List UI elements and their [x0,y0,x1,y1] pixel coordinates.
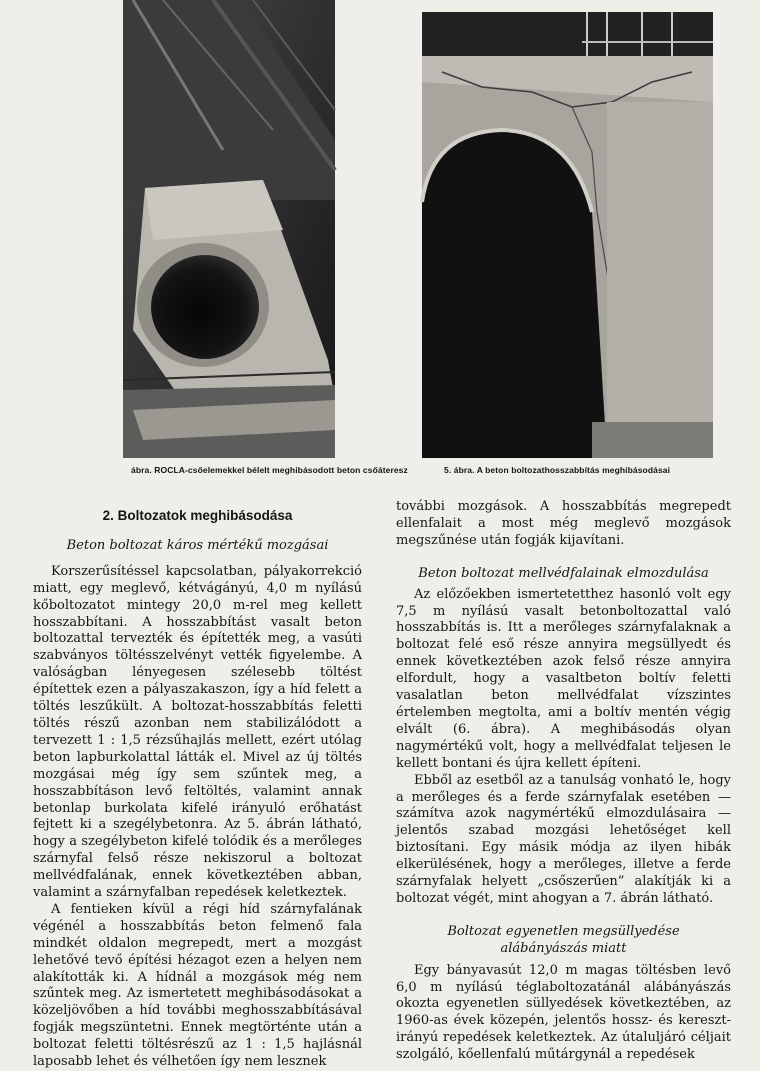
paragraph: A fentieken kívül a régi híd szárnyfalának végénél a hosszabbítás beton felmenő fala mindkét oldalon megrepedt, mert a mozgást lehetővé tevő építési hézagot ezen a helyen nem alakították ki. A hídnál a mozgások még nem szűntek meg. Az ismertetett meghibásodásokat a közeljövőben a híd további meghosszabbításával fogják megszüntetni. Ennek megtörténte után a boltozat feletti töltésrészű az 1 : 1,5 hajlásnál laposabb lehet és vélhetően így nem lesznek [33,901,362,1070]
section-title: 2. Boltozatok meghibásodása [102,508,293,523]
figure-caption-right: 5. ábra. A beton boltozathosszabbítás meghibásodásai [444,465,671,475]
subheading-mellvedfal-elmozdulas: Beton boltozat mellvédfalainak elmozdulása [418,565,709,581]
figure-caption-left: ábra. ROCLA-csőelemekkel bélelt meghibásodott beton csőáteresz [131,465,408,475]
arch-photo-image [422,12,713,458]
right-text-column [396,499,731,1064]
subheading-beton-boltozat-mozgasai: Beton boltozat káros mértékű mozgásai [66,537,329,553]
left-text-column [33,506,362,1071]
paragraph: további mozgások. A hosszabbítás megrepedt ellenfalait a most még meglevő mozgások megszűnése után fogják kijavítani. [396,499,731,548]
subheading-alabanyaszas: alábányászás miatt [500,940,627,956]
subheading-egyenetlen-megsullyedes: Boltozat egyenetlen megsüllyedése [447,923,680,939]
paragraph: Korszerűsítéssel kapcsolatban, pályakorrekció miatt, egy meglevő, kétvágányú, 4,0 m nyílású kőboltozatot mintegy 20,0 m-rel meg kellett hosszabbítani. A hosszabbítást vasalt beton boltozattal tervezték és építették meg, a vasúti szabványos töltésszelvényt vették figyelembe. A valóságban lényegesen szélesebb töltést építettek ezen a pályaszakaszon, így a híd felett a töltés leszűkült. A boltozat-hosszabbítás feletti töltés részű azonban nem stabilizálódott a tervezett 1 : 1,5 rézsűhajlás mellett, ezért utólag beton lapburkolattal látták el. Mivel az új töltés mozgásai még így sem szűntek meg, a hosszabbításon levő feltöltés, valamint annak betonlap burkolata kifelé irányuló erőhatást fejtett ki a szegélybetonra. Az 5. ábrán látható, hogy a szegélybeton kifelé tolódik és a merőleges szárnyfal felső része nekiszorul a boltozat mellvédfalának, ennek következtében abban, valamint a szárnyfalban repedések keletkeztek. [33,563,362,901]
paragraph: Ebből az esetből az a tanulság vonható le, hogy a merőleges és a ferde szárnyfalak esetében — számítva azok nagymértékű elmozdulásaira — jelentős szabad mozgási lehetőséget kell biztosítani. Egy másik módja az ilyen hibák elkerülésének, hogy a merőleges, illetve a ferde szárnyfalak helyett „csőszerűen” alakítják ki a boltozat végét, mint ahogyan a 7. ábrán látható. [396,772,731,906]
culvert-photo-image [123,0,335,458]
paragraph: Egy bányavasút 12,0 m magas töltésben levő 6,0 m nyílású téglaboltozatánál alábányászás okozta egyenetlen süllyedések következtében, az 1960-as évek közepén, jelentős hossz- és keresztirányú repedések keletkeztek. Az útaluljáró céljait szolgáló, kőellenfalú műtárgynál a repedések [396,962,731,1063]
paragraph: Az előzőekben ismertetetthez hasonló volt egy 7,5 m nyílású vasalt betonboltozattal való hosszabbítás is. Itt a merőleges szárnyfalaknak a boltozat felé eső része annyira megsüllyedt és ennek következtében azok felső része annyira elfordult, hogy a vasaltbeton boltív feletti vasalatlan beton mellvédfalat vízszintes értelemben megtolta, ami a boltív mentén végig elvált (6. ábra). A meghibásodás olyan nagymértékű volt, hogy a mellvédfalat teljesen le kellett bontani és újra kellett építeni. [396,586,731,771]
figure-arch-photo [422,12,713,458]
figure-culvert-photo [123,0,335,458]
